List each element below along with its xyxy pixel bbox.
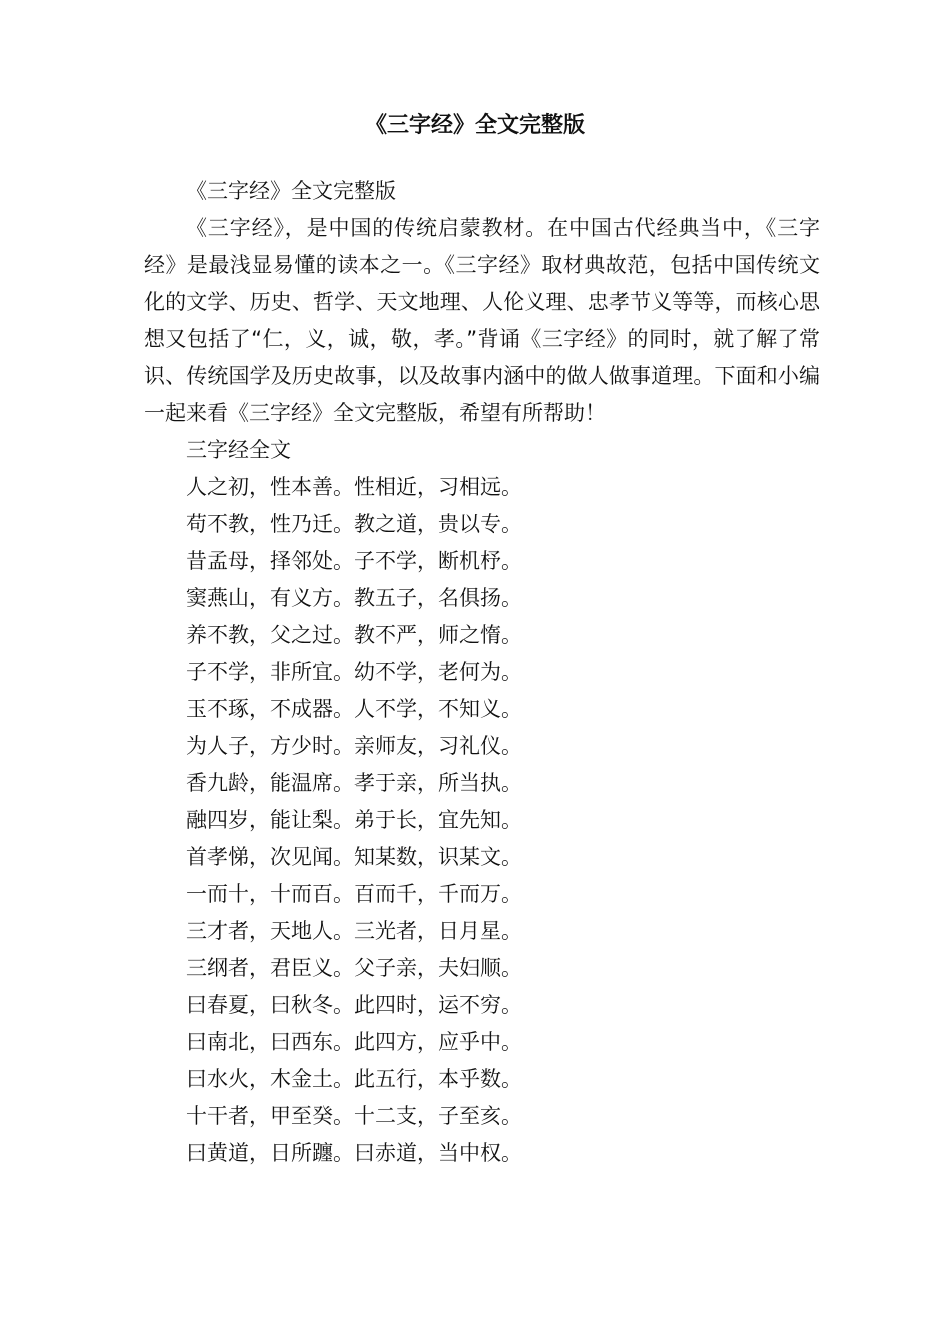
verse-line: 昔孟母，择邻处。子不学，断机杼。	[186, 549, 522, 573]
verse-line: 曰水火，木金土。此五行，本乎数。	[186, 1067, 522, 1091]
verse-line: 为人子，方少时。亲师友，习礼仪。	[186, 734, 522, 758]
subtitle-paragraph: 《三字经》全文完整版	[186, 179, 396, 203]
verse-line: 养不教，父之过。教不严，师之惰。	[186, 623, 522, 647]
verse-line: 子不学，非所宜。幼不学，老何为。	[186, 660, 522, 684]
verse-line: 十干者，甲至癸。十二支，子至亥。	[186, 1104, 522, 1128]
verse-line: 一而十，十而百。百而千，千而万。	[186, 882, 522, 906]
verse-line: 人之初，性本善。性相近，习相远。	[186, 475, 522, 499]
verse-line: 三才者，天地人。三光者，日月星。	[186, 919, 522, 943]
verse-line: 三纲者，君臣义。父子亲，夫妇顺。	[186, 956, 522, 980]
verse-line: 曰春夏，曰秋冬。此四时，运不穷。	[186, 993, 522, 1017]
verse-line: 苟不教，性乃迁。教之道，贵以专。	[186, 512, 522, 536]
verse-line: 玉不琢，不成器。人不学，不知义。	[186, 697, 522, 721]
verse-line: 曰南北，曰西东。此四方，应乎中。	[186, 1030, 522, 1054]
verse-line: 首孝悌，次见闻。知某数，识某文。	[186, 845, 522, 869]
verse-line: 曰黄道，日所躔。曰赤道，当中权。	[186, 1141, 522, 1165]
document-body	[144, 173, 820, 1172]
intro-paragraph: 《三字经》，是中国的传统启蒙教材。在中国古代经典当中，《三字经》是最浅显易懂的读本之一。《三字经》取材典故范，包括中国传统文化的文学、历史、哲学、天文地理、人伦义理、忠孝节义等等，而核心思想又包括了“仁，义，诚，敬，孝。”背诵《三字经》的同时，就了解了常识、传统国学及历史故事，以及故事内涵中的做人做事道理。下面和小编一起来看《三字经》全文完整版，希望有所帮助！	[144, 216, 820, 425]
section-heading: 三字经全文	[186, 438, 291, 462]
verse-line: 窦燕山，有义方。教五子，名俱扬。	[186, 586, 522, 610]
verse-line: 香九龄，能温席。孝于亲，所当执。	[186, 771, 522, 795]
verse-line: 融四岁，能让梨。弟于长，宜先知。	[186, 808, 522, 832]
document-title: 《三字经》全文完整版	[364, 113, 585, 138]
